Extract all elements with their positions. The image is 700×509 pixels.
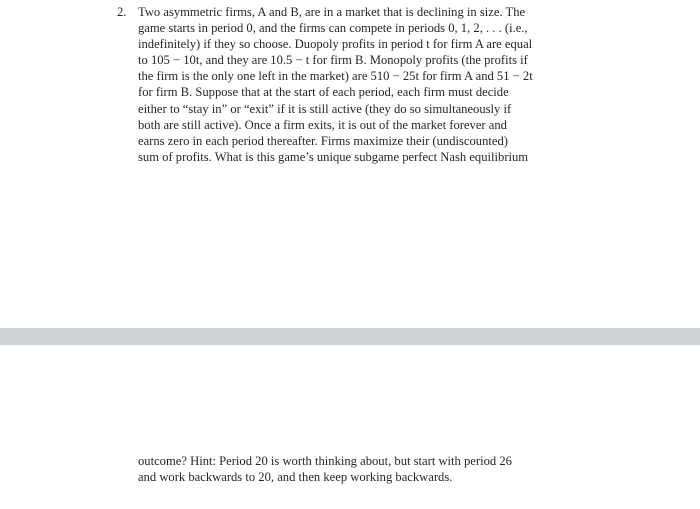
- problem-text-page1: Two asymmetric firms, A and B, are in a market that is declining in size. The game starts in period 0, and the firms can compete in periods 0, 1, 2, . . . (i.e., indefinitely) if they so choose. Duopoly profits in period t for firm A are equal to 105 − 10t, and they are 10.5 − t for firm B. Monopoly profits (the profits if the firm is the only one left in the market) are 510 − 25t for firm A and 51 − 2t for firm B. Suppose that at the start of each period, each firm must decide either to “stay in” or “exit” if it is still active (they do so simultaneously if both are still active). Once a firm exits, it is out of the market forever and earns zero in each period thereafter. Firms maximize their (undiscounted) sum of profits. What is this game’s unique subgame perfect Nash equilibrium: [138, 5, 533, 164]
- problem-text-page2: outcome? Hint: Period 20 is worth thinking about, but start with period 26 and work backwards to 20, and then keep working backwards.: [138, 454, 512, 485]
- problem-number: 2.: [117, 5, 127, 19]
- page-separator: [0, 328, 700, 345]
- problem-block: [117, 4, 597, 165]
- page-bottom-section: [0, 345, 700, 509]
